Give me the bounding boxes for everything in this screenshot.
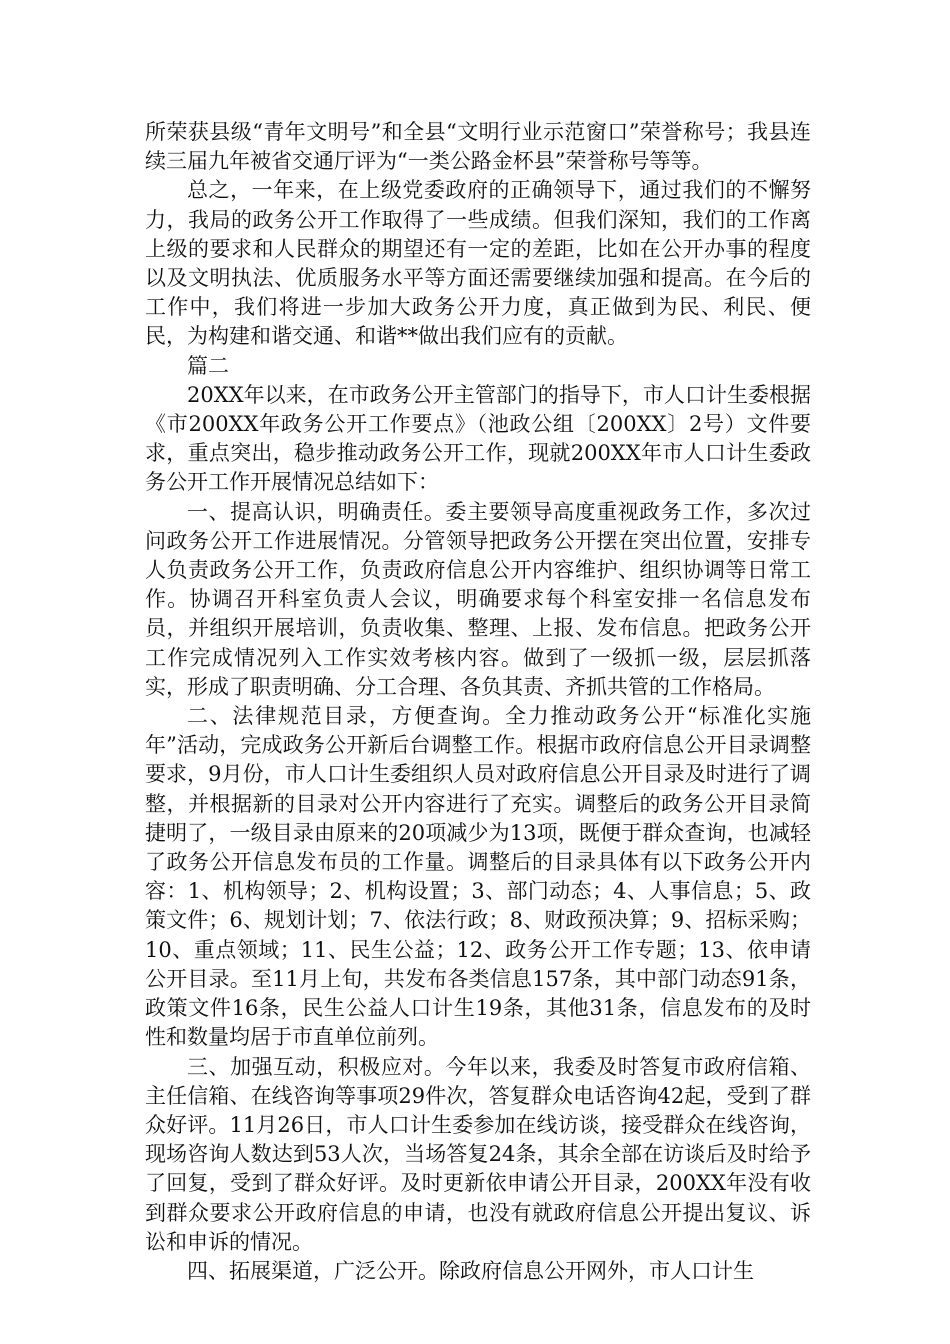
- paragraph-point-four: 四、拓展渠道，广泛公开。除政府信息公开网外，市人口计生: [187, 1258, 754, 1283]
- paragraph-point-three: 三、加强互动，积极应对。今年以来，我委及时答复市政府信箱、主任信箱、在线咨询等事项29件次，答复群众电话咨询42起，受到了群众好评。11月26日，市人口计生委参加在线访谈，接受群众在线咨询，现场咨询人数达到53人次，当场答复24条，其余全部在访谈后及时给予了回复，受到了群众好评。及时更新依申请公开目录，200XX年没有收到群众要求公开政府信息的申请，也没有就政府信息公开提出复议、诉讼和申诉的情况。: [145, 1054, 811, 1254]
- paragraph-honors: 所荣获县级“青年文明号”和全县“文明行业示范窗口”荣誉称号；我县连续三届九年被省交通厅评为“一类公路金杯县”荣誉称号等等。: [145, 120, 811, 174]
- paragraph-intro: 20XX年以来，在市政务公开主管部门的指导下，市人口计生委根据《市200XX年政务公开工作要点》（池政公组〔200XX〕2号）文件要求，重点突出，稳步推动政务公开工作，现就200XX年市人口计生委政务公开工作开展情况总结如下：: [145, 382, 811, 495]
- paragraph-summary: 总之，一年来，在上级党委政府的正确领导下，通过我们的不懈努力，我局的政务公开工作取得了一些成绩。但我们深知，我们的工作离上级的要求和人民群众的期望还有一定的差距，比如在公开办事的程度以及文明执法、优质服务水平等方面还需要继续加强和提高。在今后的工作中，我们将进一步加大政务公开力度，真正做到为民、利民、便民，为构建和谐交通、和谐**做出我们应有的贡献。: [145, 178, 811, 349]
- document-body: [145, 118, 811, 1286]
- paragraph-point-one: 一、提高认识，明确责任。委主要领导高度重视政务工作，多次过问政务公开工作进展情况。分管领导把政务公开摆在突出位置，安排专人负责政务公开工作，负责政府信息公开内容维护、组织协调等日常工作。协调召开科室负责人会议，明确要求每个科室安排一名信息发布员，并组织开展培训，负责收集、整理、上报、发布信息。把政务公开工作完成情况列入工作实效考核内容。做到了一级抓一级，层层抓落实，形成了职责明确、分工合理、各负其责、齐抓共管的工作格局。: [145, 499, 811, 699]
- section-heading: 篇二: [187, 353, 229, 378]
- paragraph-point-two: 二、法律规范目录，方便查询。全力推动政务公开“标准化实施年”活动，完成政务公开新后台调整工作。根据市政府信息公开目录调整要求，9月份，市人口计生委组织人员对政府信息公开目录及时进行了调整，并根据新的目录对公开内容进行了充实。调整后的政务公开目录简捷明了，一级目录由原来的20项减少为13项，既便于群众查询，也减轻了政务公开信息发布员的工作量。调整后的目录具体有以下政务公开内容：1、机构领导；2、机构设置；3、部门动态；4、人事信息；5、政策文件；6、规划计划；7、依法行政；8、财政预决算；9、招标采购；10、重点领域；11、民生公益；12、政务公开工作专题；13、依申请公开目录。至11月上旬，共发布各类信息157条，其中部门动态91条，政策文件16条，民生公益人口计生19条，其他31条，信息发布的及时性和数量均居于市直单位前列。: [145, 704, 811, 1050]
